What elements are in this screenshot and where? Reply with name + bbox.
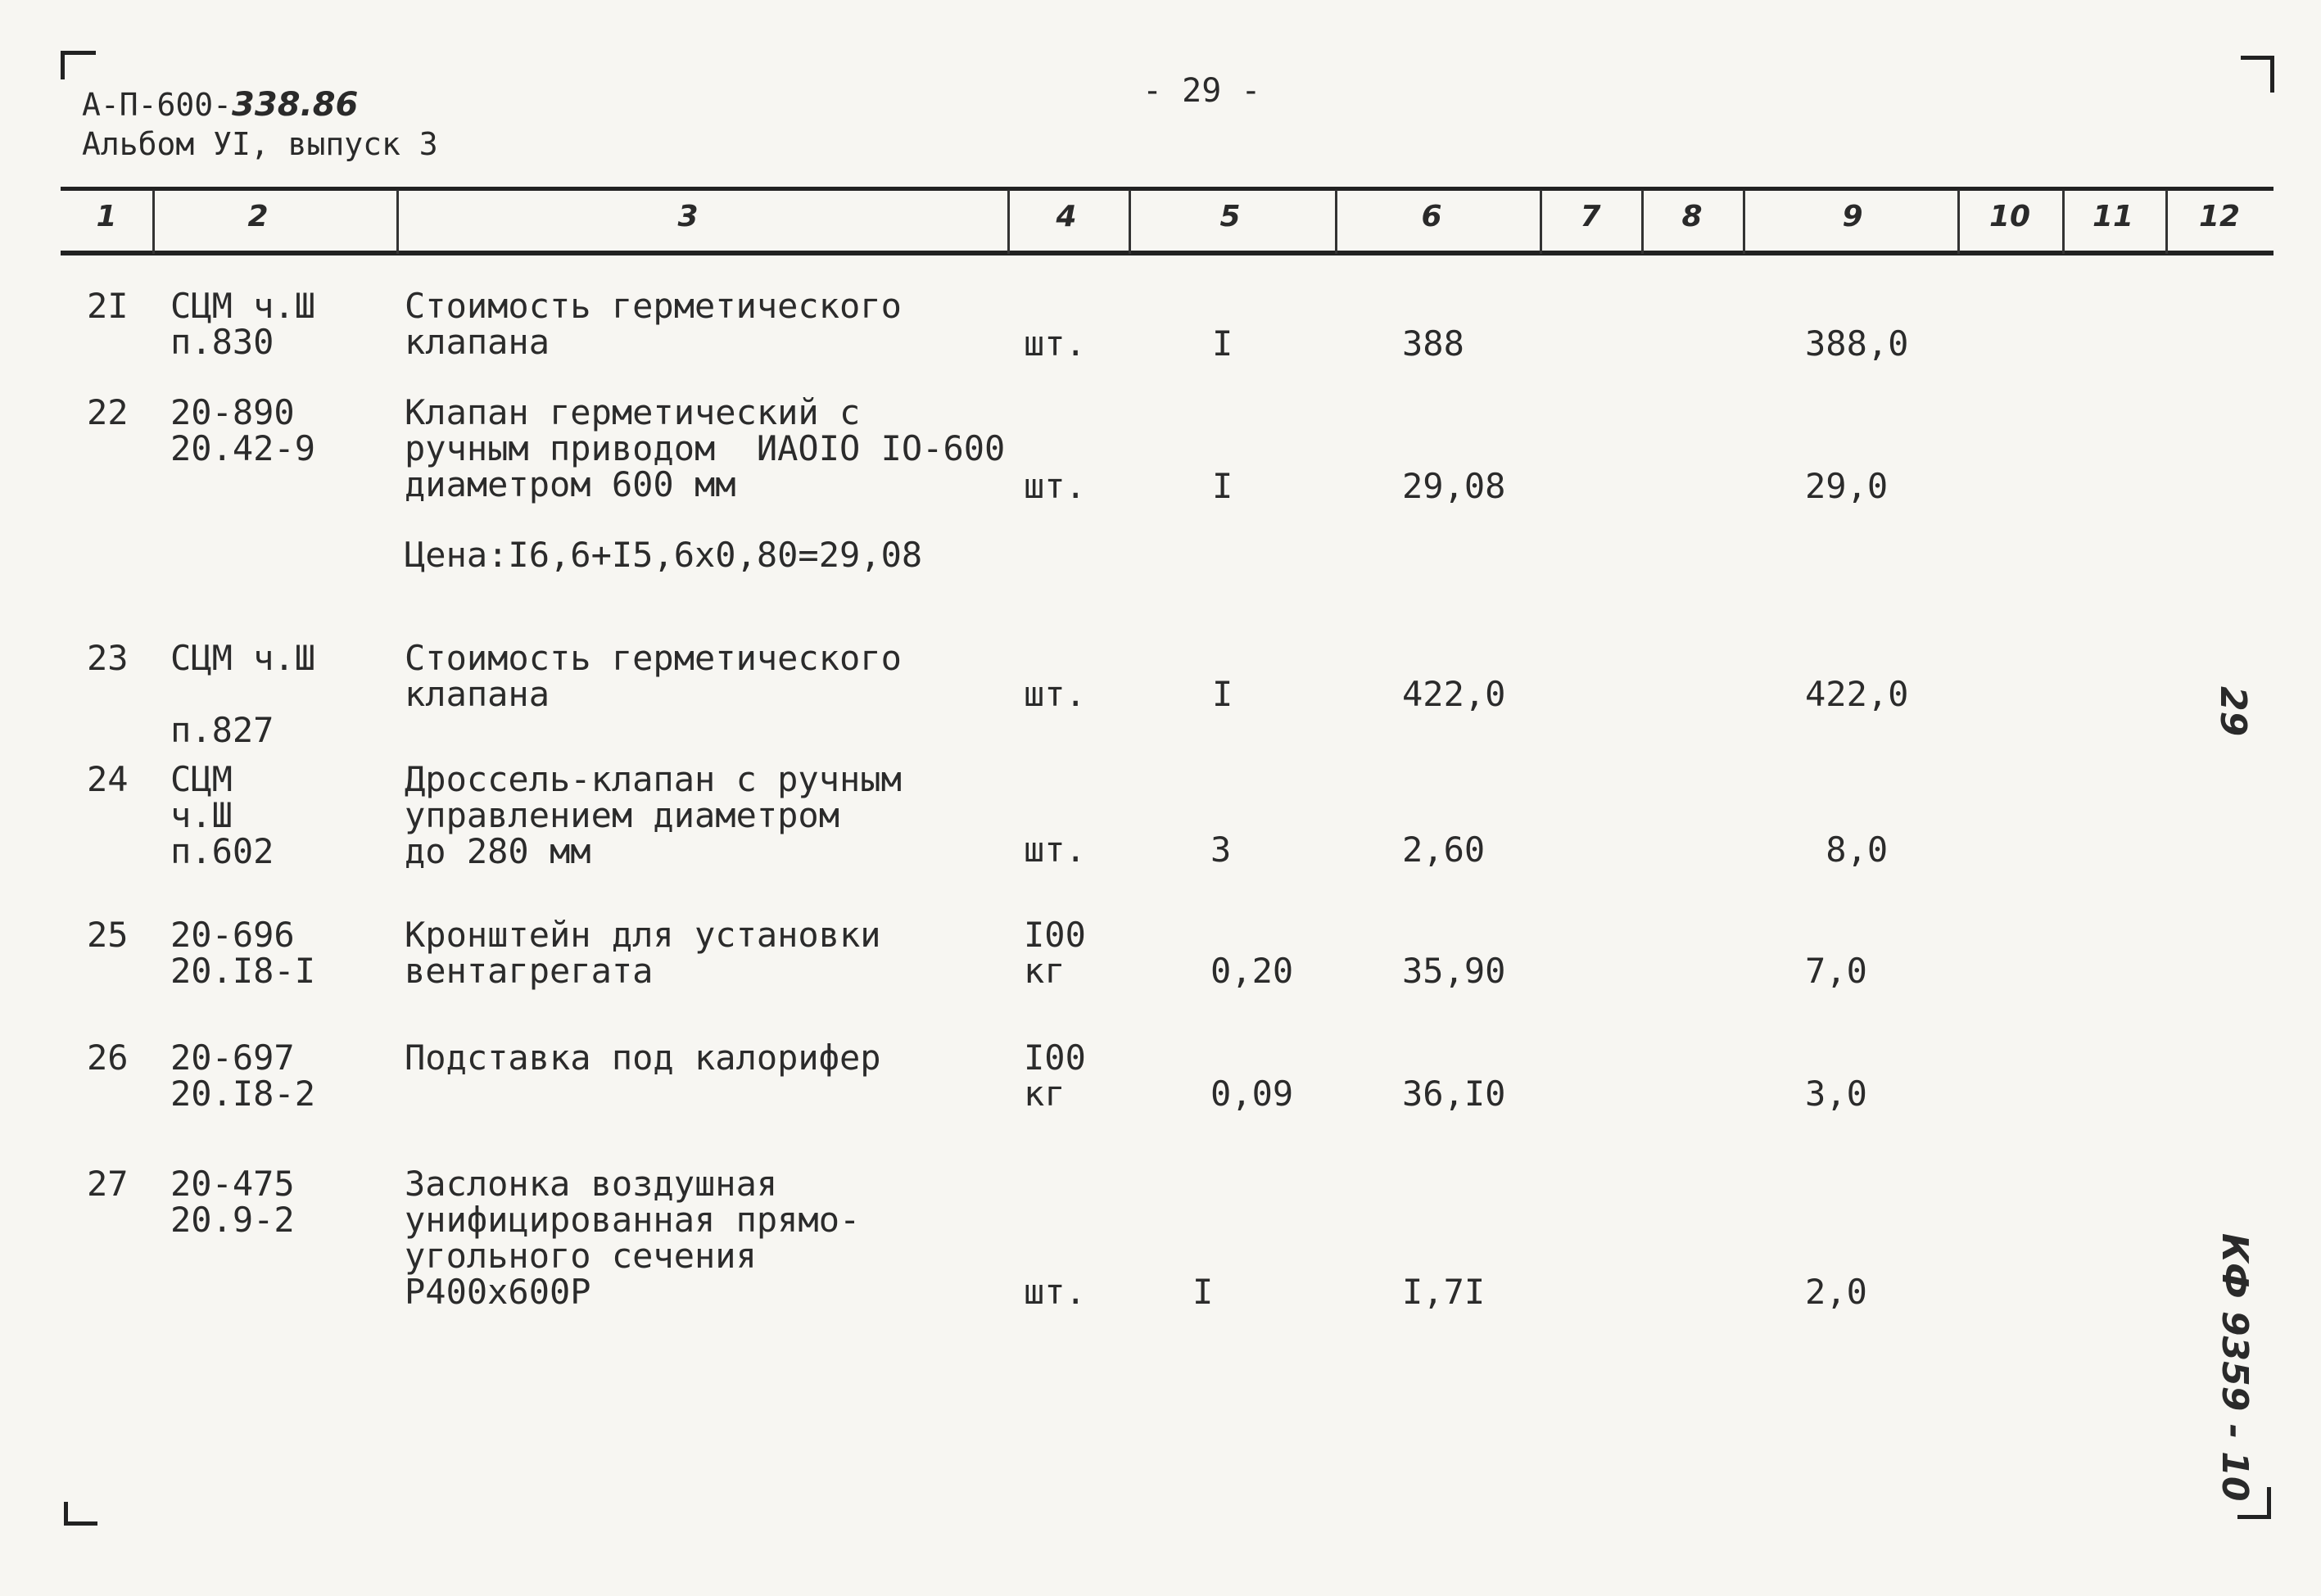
row-number: 27: [87, 1164, 129, 1204]
row-total: 29,0: [1805, 466, 1889, 506]
side-page-number: 29: [2212, 686, 2254, 737]
row-price: 2,60: [1402, 830, 1486, 870]
document-code-prefix: А-П-600-: [82, 87, 233, 123]
row-code: 20-697 20.I8-2: [170, 1038, 316, 1114]
row-unit: I00 кг: [1024, 915, 1086, 991]
row-unit: шт.: [1024, 830, 1086, 870]
table-header-top-rule: [61, 187, 2273, 191]
column-separator: [152, 190, 155, 254]
row-number: 24: [87, 759, 129, 799]
document-code-handwritten: 338.86: [232, 86, 359, 124]
column-number: 4: [1056, 200, 1077, 233]
row-quantity: I: [1212, 674, 1233, 714]
column-number: 9: [1842, 200, 1863, 233]
row-code: СЦМ ч.Ш п.602: [170, 759, 274, 871]
row-name: Подставка под калорифер: [405, 1038, 881, 1078]
row-name: Дроссель-клапан с ручным управлением диаметром до 280 мм: [405, 759, 902, 871]
row-code: 20-475 20.9-2: [170, 1164, 295, 1240]
row-number: 25: [87, 915, 129, 955]
row-unit: шт.: [1024, 323, 1086, 364]
row-unit: шт.: [1024, 674, 1086, 714]
row-code: СЦМ ч.Ш п.830: [170, 286, 316, 362]
row-price: I,7I: [1402, 1272, 1486, 1312]
row-total: 388,0: [1805, 323, 1909, 364]
column-separator: [396, 190, 399, 254]
corner-mark-bottom-left: [64, 1502, 97, 1526]
row-unit: I00 кг: [1024, 1038, 1086, 1114]
row-quantity: I: [1212, 323, 1233, 364]
row-price: 35,90: [1402, 951, 1506, 991]
column-number: 10: [1988, 200, 2031, 233]
row-total: 422,0: [1805, 674, 1909, 714]
row-name: Заслонка воздушная унифицированная прямо- угольного сечения Р400х600Р: [405, 1164, 861, 1312]
column-separator: [1641, 190, 1644, 254]
column-separator: [1007, 190, 1010, 254]
column-number: 11: [2092, 200, 2134, 233]
row-unit: шт.: [1024, 1272, 1086, 1312]
row-quantity: 0,09: [1210, 1074, 1294, 1114]
album-label: Альбом УI, выпуск 3: [82, 126, 438, 162]
row-number: 2I: [87, 286, 129, 326]
row-unit: шт.: [1024, 466, 1086, 506]
row-name: Стоимость герметического клапана: [405, 286, 902, 362]
row-price-note: Цена:I6,6+I5,6х0,80=29,08: [405, 535, 923, 575]
row-total: 7,0: [1805, 951, 1867, 991]
corner-mark-top-right: [2241, 56, 2274, 93]
column-number: 5: [1219, 200, 1241, 233]
column-separator: [1957, 190, 1960, 254]
document-code: [82, 86, 359, 124]
row-quantity: I: [1192, 1272, 1214, 1312]
column-number: 6: [1421, 200, 1442, 233]
row-quantity: I: [1212, 466, 1233, 506]
column-separator: [1540, 190, 1542, 254]
row-total: 2,0: [1805, 1272, 1867, 1312]
row-total: 8,0: [1805, 830, 1889, 870]
row-code: СЦМ ч.Ш п.827: [170, 638, 316, 750]
row-quantity: 3: [1210, 830, 1232, 870]
column-number: 2: [247, 200, 269, 233]
row-name: Клапан герметический с ручным приводом ИАОIО IО-600 диаметром 600 мм: [405, 392, 1006, 504]
column-number: 8: [1681, 200, 1703, 233]
row-code: 20-696 20.I8-I: [170, 915, 316, 991]
page-number: - 29 -: [1142, 72, 1261, 110]
column-separator: [1335, 190, 1337, 254]
column-separator: [1743, 190, 1745, 254]
row-price: 36,I0: [1402, 1074, 1506, 1114]
column-separator: [1129, 190, 1131, 254]
column-number: 3: [677, 200, 699, 233]
row-name: Кронштейн для установки вентагрегата: [405, 915, 881, 991]
corner-mark-top-left: [61, 51, 96, 79]
row-total: 3,0: [1805, 1074, 1867, 1114]
table-header-bottom-rule: [61, 251, 2273, 255]
row-code: 20-890 20.42-9: [170, 392, 316, 468]
column-number: 1: [96, 200, 117, 233]
column-number: 12: [2198, 200, 2241, 233]
row-price: 388: [1402, 323, 1464, 364]
side-document-code: КФ 9359 - 10: [2214, 1233, 2255, 1502]
column-separator: [2062, 190, 2065, 254]
row-price: 29,08: [1402, 466, 1506, 506]
column-separator: [2165, 190, 2168, 254]
column-number: 7: [1580, 200, 1601, 233]
row-price: 422,0: [1402, 674, 1506, 714]
row-number: 22: [87, 392, 129, 432]
row-name: Стоимость герметического клапана: [405, 638, 902, 714]
row-quantity: 0,20: [1210, 951, 1294, 991]
row-number: 26: [87, 1038, 129, 1078]
row-number: 23: [87, 638, 129, 678]
